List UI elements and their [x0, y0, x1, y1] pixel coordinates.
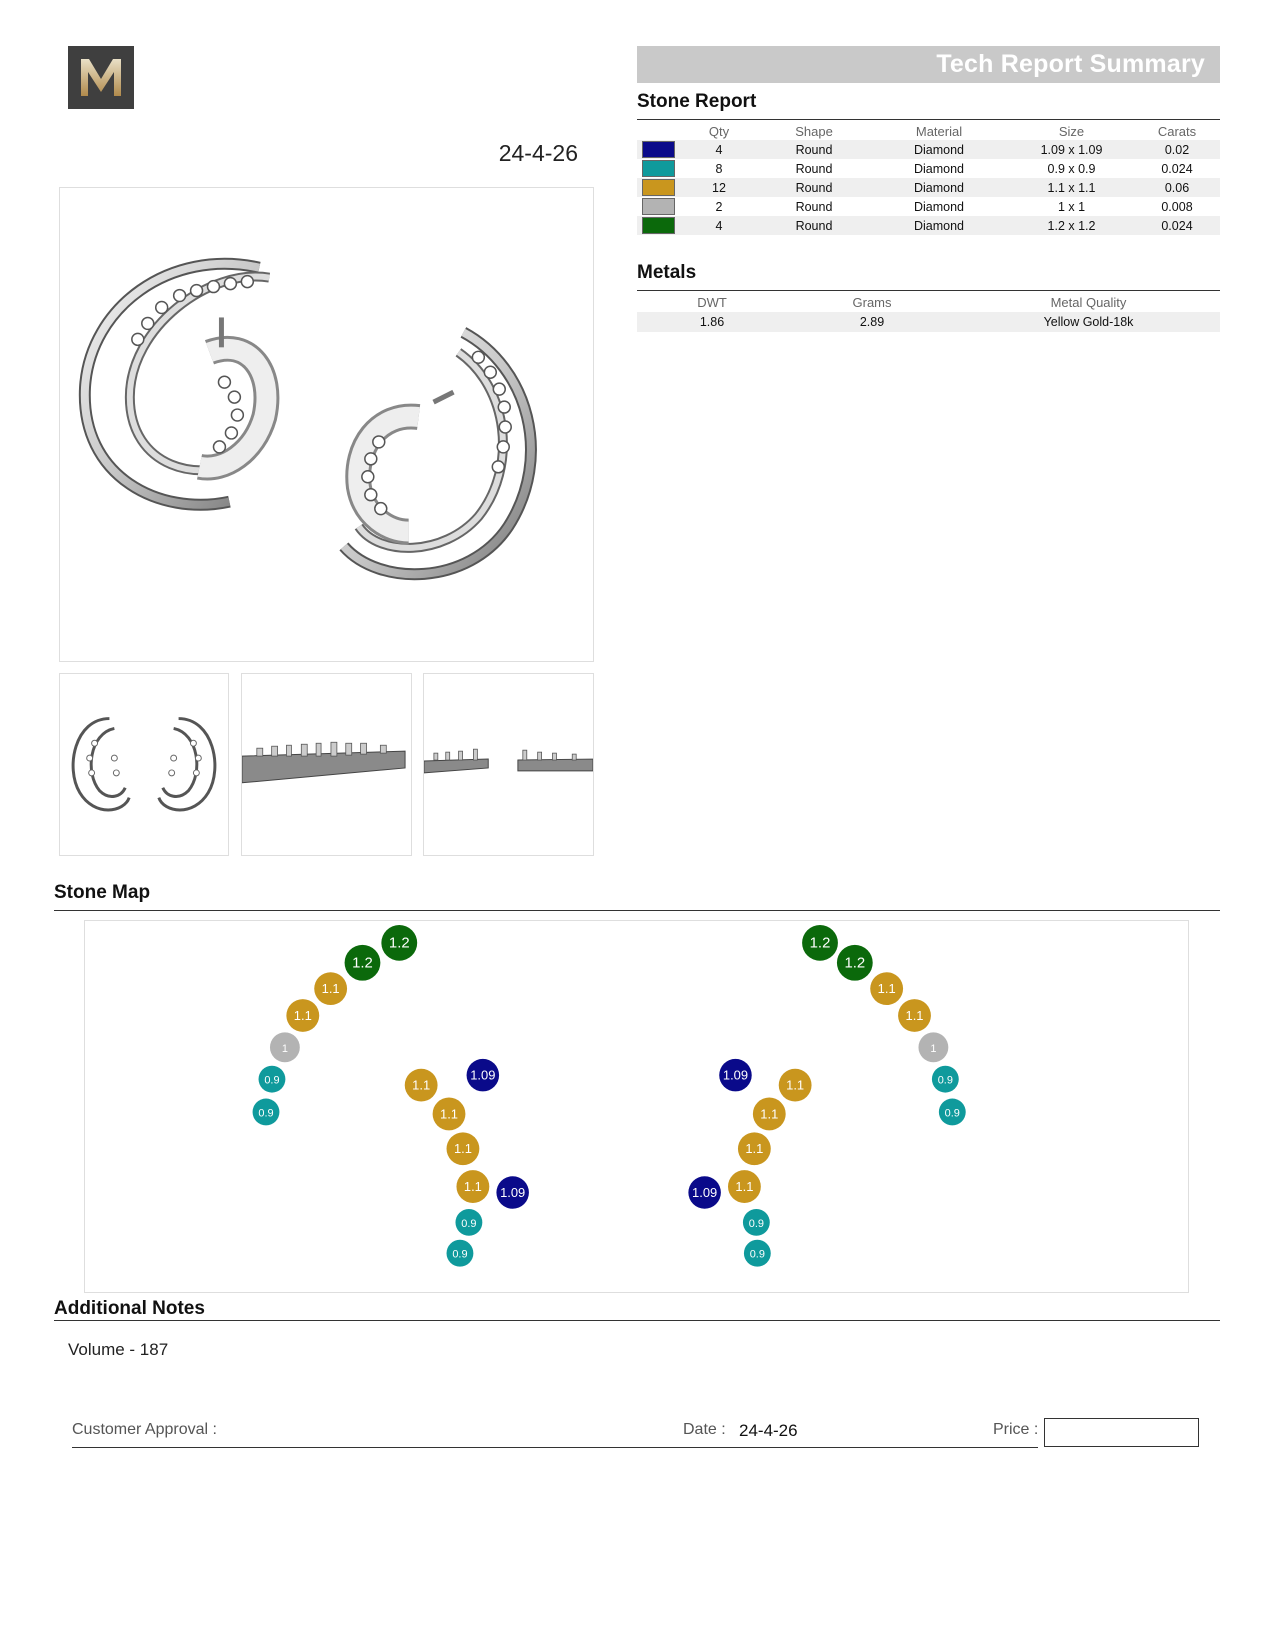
stone-marker [738, 1132, 771, 1165]
stone-qty: 12 [679, 178, 759, 197]
stone-size-label: 1.1 [786, 1077, 805, 1093]
notes-text: Volume - 187 [68, 1340, 169, 1359]
stone-size-label: 1 [281, 1042, 288, 1055]
stone-map-divider [54, 910, 1220, 911]
thumbnail-front-render [60, 674, 228, 855]
stone-size-label: 1.1 [453, 1141, 472, 1157]
stone-size-label: 0.9 [461, 1217, 477, 1230]
color-swatch [642, 160, 675, 177]
stone-carats: 0.024 [1134, 216, 1220, 235]
stone-marker [253, 1099, 280, 1126]
stone-size-label: 0.9 [452, 1248, 468, 1261]
column-header-size: Size [1058, 123, 1085, 139]
logo-mark [68, 46, 134, 109]
stone-size-label: 0.9 [944, 1107, 960, 1120]
stone-size-label: 1.1 [412, 1077, 431, 1093]
stone-size-label: 1.2 [352, 955, 373, 972]
column-header-swatch [637, 122, 679, 140]
thumbnail-side-view [241, 673, 412, 856]
stone-size-label: 0.9 [937, 1074, 953, 1087]
stone-report-table [637, 122, 1220, 235]
color-swatch [642, 179, 675, 196]
color-swatch [642, 141, 675, 158]
main-render-image [59, 187, 594, 662]
stone-map-svg [85, 921, 1188, 1292]
stone-size-label: 1.1 [463, 1179, 482, 1195]
table-row [637, 178, 1220, 197]
stone-map-diagram [84, 920, 1189, 1293]
thumbnail-front-view [59, 673, 229, 856]
metals-table-header [637, 292, 1220, 312]
column-header-material: Material [915, 123, 963, 139]
stone-table-header [637, 122, 1220, 140]
earrings-render [60, 188, 593, 661]
stone-marker [837, 945, 873, 981]
stone-color-swatch [637, 178, 679, 197]
stone-marker [719, 1059, 752, 1092]
stone-size-label: 1.09 [470, 1067, 496, 1083]
stone-size-label: 1.2 [844, 955, 866, 972]
stone-size-label: 1.09 [500, 1185, 526, 1201]
stone-carats: 0.06 [1134, 178, 1220, 197]
stone-size-label: 1.2 [809, 935, 831, 952]
stone-size-label: 1 [930, 1042, 937, 1055]
metals-title: Metals [637, 262, 697, 283]
stone-qty: 2 [715, 199, 723, 214]
stone-carats: 0.008 [1161, 199, 1193, 214]
stone-size-label: 1.1 [760, 1106, 779, 1122]
stone-size-label: 0.9 [748, 1217, 764, 1230]
stone-size-label: 0.9 [258, 1107, 274, 1120]
stone-size-label: 1.1 [905, 1007, 924, 1023]
table-row [637, 216, 1220, 235]
price-label: Price : [993, 1421, 1039, 1438]
stone-size: 1 x 1 [1057, 199, 1086, 214]
stone-color-swatch [637, 140, 679, 159]
metals-table [637, 292, 1220, 332]
column-header-shape: Shape [795, 123, 833, 139]
stone-carats: 0.024 [1161, 161, 1193, 176]
column-header-qty: Qty [708, 123, 730, 139]
stone-material: Diamond [913, 199, 965, 214]
thumbnail-side-views [423, 673, 594, 856]
stone-size-label: 1.2 [388, 935, 410, 952]
stone-marker [456, 1170, 489, 1203]
stone-size-label: 1.09 [722, 1067, 749, 1083]
column-header-metal-quality: Metal Quality [1050, 294, 1127, 310]
stone-marker [381, 925, 417, 961]
stone-marker [728, 1170, 761, 1203]
color-swatch [642, 217, 675, 234]
stone-marker [744, 1240, 771, 1267]
stone-size-label: 1.1 [745, 1141, 764, 1157]
date-value: 24-4-26 [739, 1421, 798, 1440]
stone-marker [932, 1066, 959, 1093]
stone-marker [345, 945, 381, 981]
report-title: Tech Report Summary [936, 50, 1205, 78]
stone-qty: 4 [679, 216, 759, 235]
stone-size-label: 0.9 [749, 1248, 765, 1261]
stone-marker [496, 1176, 529, 1209]
stone-color-swatch [637, 197, 679, 216]
table-row [637, 312, 1220, 332]
stone-marker [753, 1098, 786, 1131]
metal-dwt: 1.86 [637, 312, 787, 332]
stone-color-swatch [637, 159, 679, 178]
stone-size-label: 1.09 [692, 1185, 718, 1201]
stone-marker [314, 972, 347, 1005]
company-logo [68, 46, 134, 109]
table-row [637, 140, 1220, 159]
stone-material: Diamond [913, 161, 965, 176]
stone-size-label: 0.9 [264, 1074, 280, 1087]
stone-marker [286, 999, 319, 1032]
price-field[interactable] [1044, 1418, 1199, 1447]
column-header-carats: Carats [1157, 123, 1197, 139]
stone-marker [455, 1209, 482, 1236]
stone-marker [447, 1132, 480, 1165]
stone-report-title: Stone Report [637, 91, 757, 112]
stone-size: 1.09 x 1.09 [1009, 140, 1134, 159]
stone-shape: Round [795, 161, 833, 176]
stone-marker [743, 1209, 770, 1236]
customer-approval-label: Customer Approval : [72, 1421, 217, 1438]
stone-marker [259, 1066, 286, 1093]
metal-grams: 2.89 [787, 312, 957, 332]
design-id: 24-4-26 [498, 140, 578, 166]
date-label: Date : [683, 1421, 726, 1438]
thumbnail-side-render [242, 674, 411, 855]
stone-material: Diamond [869, 216, 1009, 235]
column-header-grams: Grams [852, 294, 892, 310]
stone-marker [802, 925, 838, 961]
stone-marker [870, 972, 903, 1005]
stone-size: 0.9 x 0.9 [1047, 161, 1096, 176]
stone-marker [433, 1098, 466, 1131]
metals-divider [637, 290, 1220, 291]
column-header-dwt: DWT [697, 294, 727, 310]
stone-marker [918, 1032, 948, 1062]
table-row [637, 159, 1220, 178]
stone-qty: 8 [715, 161, 723, 176]
metal-quality: Yellow Gold-18k [957, 312, 1220, 332]
stone-qty: 4 [679, 140, 759, 159]
stone-size-label: 1.1 [877, 981, 896, 997]
stone-marker [779, 1069, 812, 1102]
stone-size-label: 1.1 [321, 981, 340, 997]
stone-marker [688, 1176, 721, 1209]
stone-map-title: Stone Map [54, 882, 151, 903]
color-swatch [642, 198, 675, 215]
stone-shape: Round [759, 178, 869, 197]
notes-divider [54, 1320, 1220, 1321]
stone-size-label: 1.1 [735, 1179, 754, 1195]
report-title-bar [637, 46, 1220, 83]
stone-marker [467, 1059, 500, 1092]
stone-marker [447, 1240, 474, 1267]
stone-marker [405, 1069, 438, 1102]
stone-size-label: 1.1 [293, 1007, 312, 1023]
stone-carats: 0.02 [1134, 140, 1220, 159]
table-row [637, 197, 1220, 216]
stone-color-swatch [637, 216, 679, 235]
stone-material: Diamond [869, 178, 1009, 197]
customer-approval-signature-line[interactable] [72, 1447, 1038, 1448]
stone-size-label: 1.1 [440, 1106, 458, 1122]
stone-marker [898, 999, 931, 1032]
stone-shape: Round [759, 216, 869, 235]
stone-marker [939, 1099, 966, 1126]
stone-report-divider [637, 119, 1220, 120]
stone-marker [270, 1032, 300, 1062]
stone-size: 1.2 x 1.2 [1009, 216, 1134, 235]
stone-shape: Round [795, 199, 833, 214]
stone-material: Diamond [869, 140, 1009, 159]
stone-shape: Round [759, 140, 869, 159]
stone-size: 1.1 x 1.1 [1009, 178, 1134, 197]
thumbnail-side-pair-render [424, 674, 593, 855]
additional-notes-title: Additional Notes [54, 1298, 205, 1319]
